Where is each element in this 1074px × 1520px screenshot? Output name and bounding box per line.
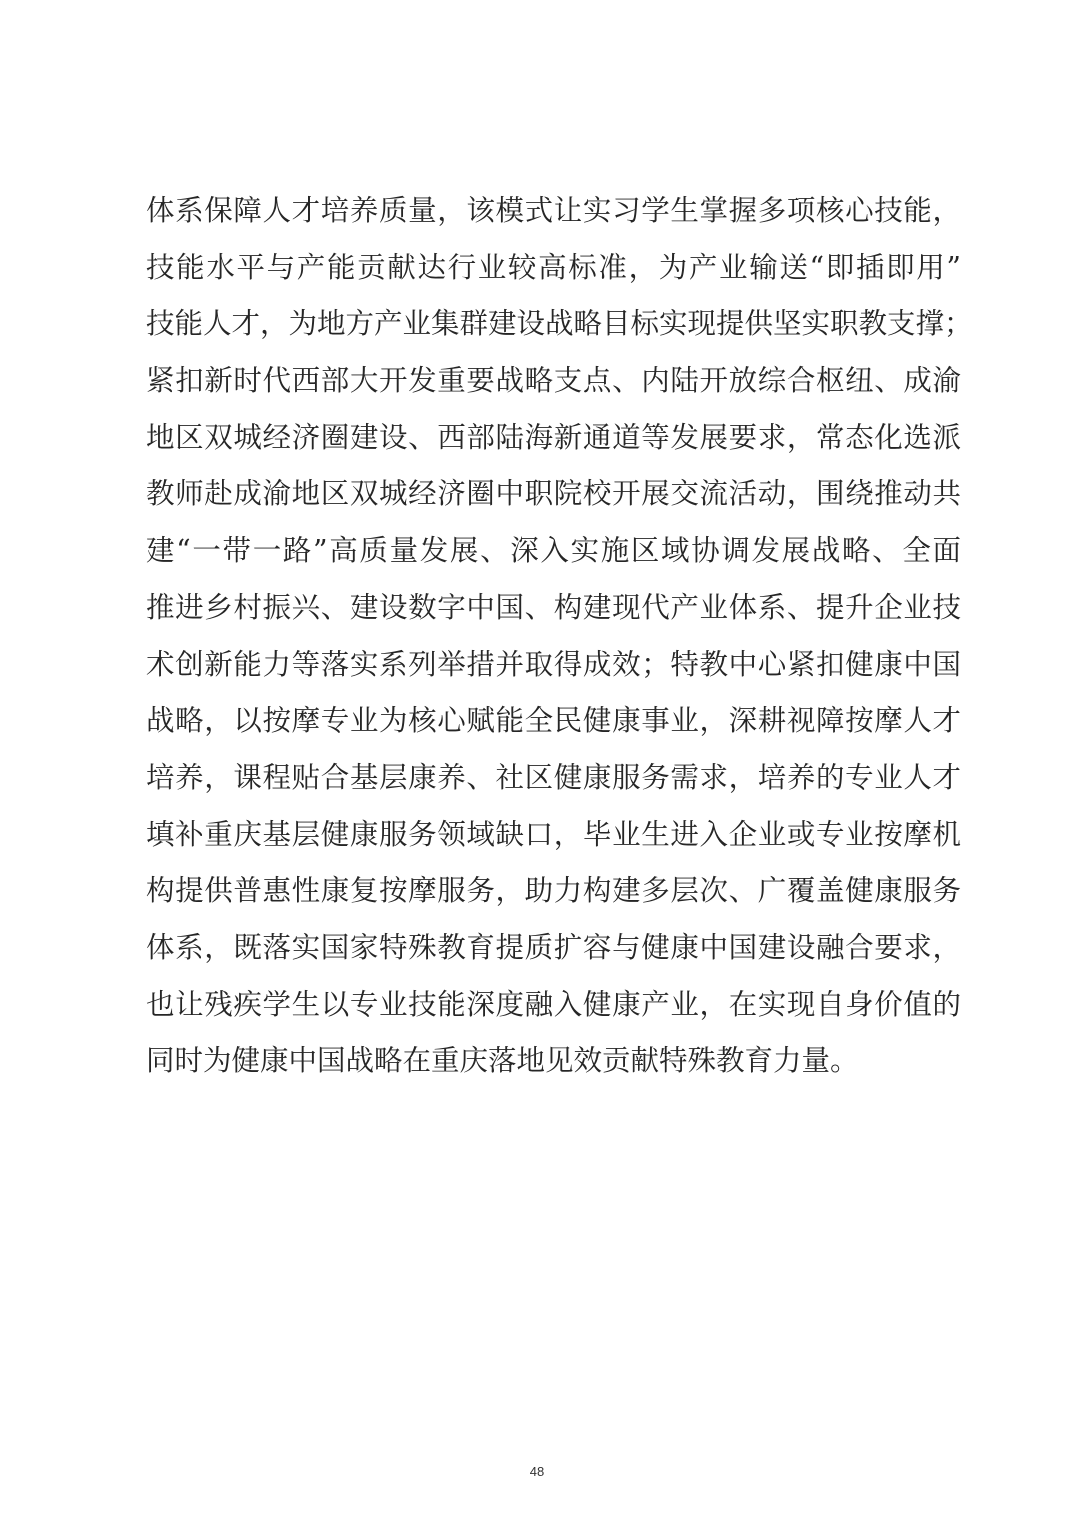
text-line: 同时为健康中国战略在重庆落地见效贡献特殊教育力量。 bbox=[146, 1044, 859, 1078]
text-line: 也让残疾学生以专业技能深度融入健康产业，在实现自身价值的 bbox=[146, 987, 961, 1021]
text-line: 紧扣新时代西部大开发重要战略支点、内陆开放综合枢纽、成渝 bbox=[146, 364, 961, 398]
text-line: 体系保障人才培养质量，该模式让实习学生掌握多项核心技能， bbox=[146, 194, 961, 227]
text-line: 技能人才，为地方产业集群建设战略目标实现提供坚实职教支撑； bbox=[146, 307, 973, 341]
text-line: 技能水平与产能贡献达行业较高标准，为产业输送“即插即用” bbox=[146, 250, 961, 284]
text-line: 培养，课程贴合基层康养、社区健康服务需求，培养的专业人才 bbox=[146, 760, 961, 794]
text-line: 体系，既落实国家特殊教育提质扩容与健康中国建设融合要求， bbox=[146, 930, 961, 964]
text-line: 构提供普惠性康复按摩服务，助力构建多层次、广覆盖健康服务 bbox=[146, 874, 961, 908]
text-line: 术创新能力等落实系列举措并取得成效；特教中心紧扣健康中国 bbox=[146, 647, 961, 681]
text-line: 推进乡村振兴、建设数字中国、构建现代产业体系、提升企业技 bbox=[146, 590, 961, 624]
text-line: 教师赴成渝地区双城经济圈中职院校开展交流活动，围绕推动共 bbox=[146, 477, 961, 511]
page-number: 48 bbox=[529, 1464, 545, 1479]
text-line: 建“一带一路”高质量发展、深入实施区域协调发展战略、全面 bbox=[146, 534, 961, 568]
text-line: 填补重庆基层健康服务领域缺口，毕业生进入企业或专业按摩机 bbox=[146, 817, 961, 851]
text-line: 战略，以按摩专业为核心赋能全民健康事业，深耕视障按摩人才 bbox=[146, 704, 961, 738]
body-paragraph bbox=[146, 191, 973, 1098]
text-line: 地区双城经济圈建设、西部陆海新通道等发展要求，常态化选派 bbox=[146, 420, 961, 454]
